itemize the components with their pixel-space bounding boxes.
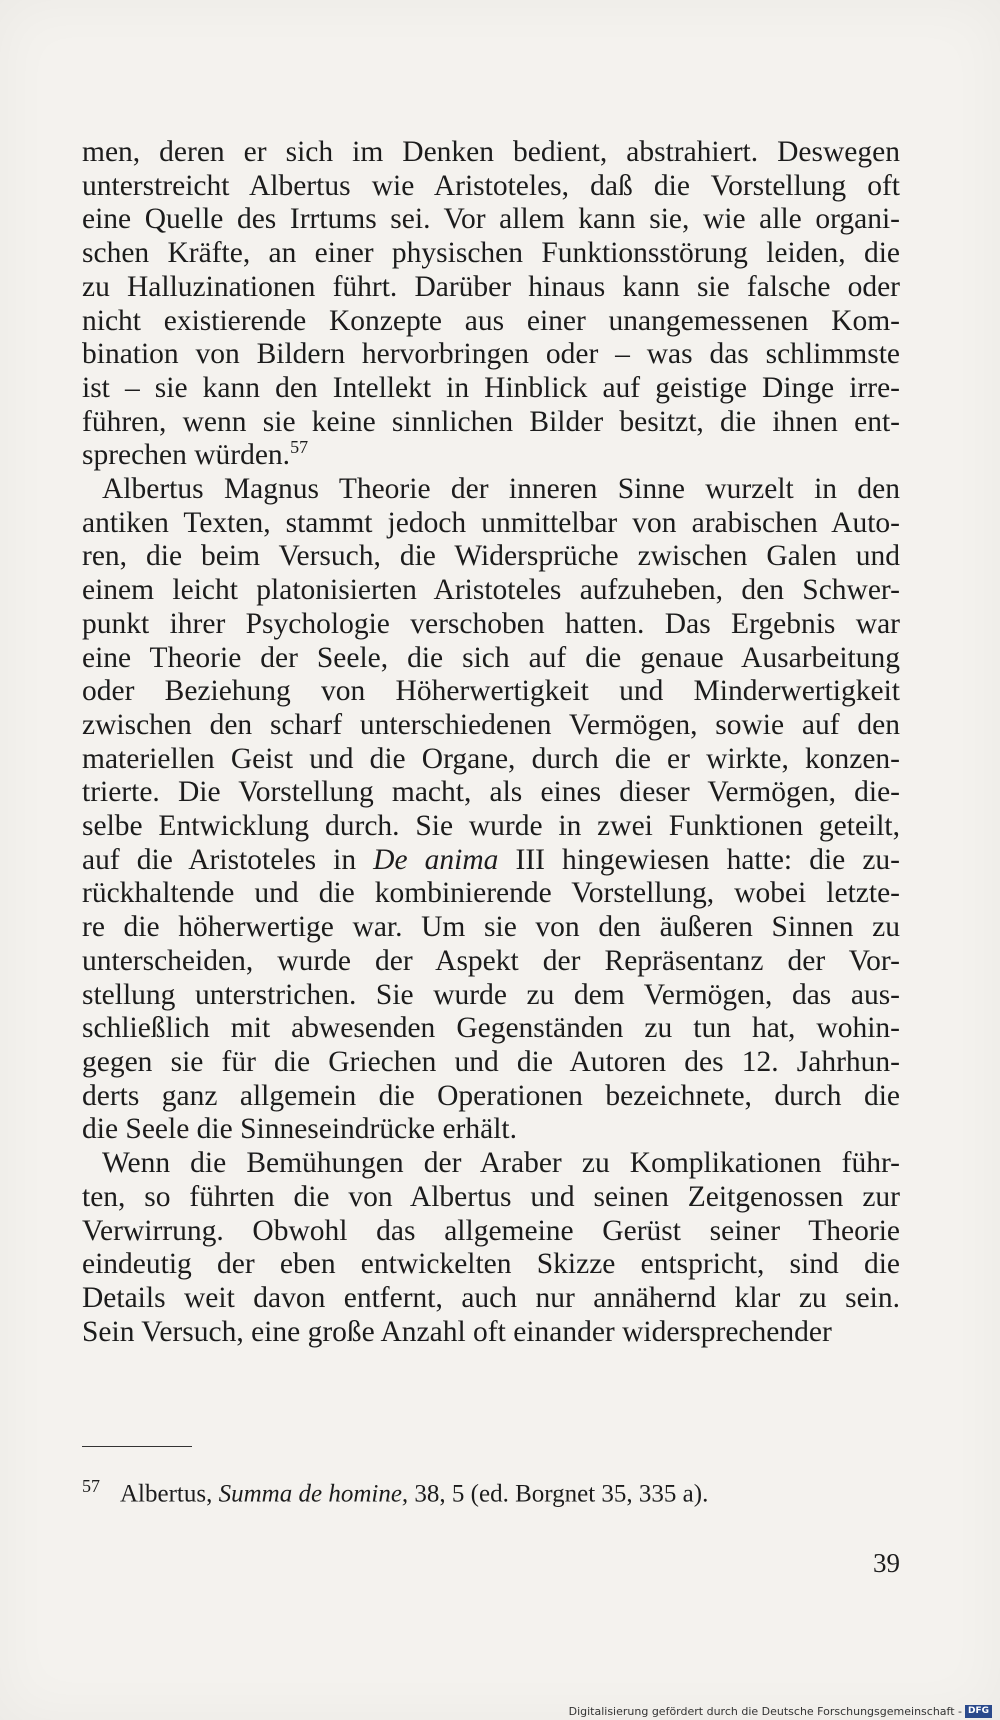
text-line: derts ganz allgemein die Operationen bezeichnete, durch die <box>82 1079 900 1112</box>
text-line: bination von Bildern hervorbringen oder – was das schlimmste <box>82 338 900 371</box>
text-line: unterscheiden, wurde der Aspekt der Repräsentanz der Vor- <box>82 944 900 977</box>
text-line: antiken Texten, stammt jedoch unmittelbar von arabischen Auto- <box>82 506 900 539</box>
text-line: Sein Versuch, eine große Anzahl oft einander widersprechender <box>82 1315 832 1348</box>
text-line: men, deren er sich im Denken bedient, abstrahiert. Deswegen <box>82 136 900 168</box>
text-line: die Seele die Sinneseindrücke erhält. <box>82 1113 517 1146</box>
text-line: auf die Aristoteles in De anima III hingewiesen hatte: die zu- <box>82 843 900 876</box>
paragraph <box>82 136 900 473</box>
footnote-number: 57 <box>82 1476 100 1496</box>
text-line: nicht existierende Konzepte aus einer unangemessenen Kom- <box>82 304 900 337</box>
text-line: punkt ihrer Psychologie verschoben hatten. Das Ergebnis war <box>82 607 900 640</box>
paragraph <box>82 473 900 1147</box>
footnote-author: Albertus, <box>120 1480 219 1508</box>
text-line: schließlich mit abwesenden Gegenständen zu tun hat, wohin- <box>82 1012 900 1045</box>
text-line: Verwirrung. Obwohl das allgemeine Gerüst seiner Theorie <box>82 1214 900 1247</box>
text-line: trierte. Die Vorstellung macht, als eines dieser Vermögen, die- <box>82 776 900 809</box>
dfg-logo: DFG <box>965 1705 992 1718</box>
text-line: materiellen Geist und die Organe, durch die er wirkte, konzen- <box>82 742 900 775</box>
text-line: Wenn die Bemühungen der Araber zu Komplikationen führ- <box>102 1147 900 1180</box>
text-line: Albertus Magnus Theorie der inneren Sinne wurzelt in den <box>102 473 900 506</box>
text-line: stellung unterstrichen. Sie wurde zu dem Vermögen, das aus- <box>82 978 900 1011</box>
text-line: zu Halluzinationen führt. Darüber hinaus kann sie falsche oder <box>82 270 900 303</box>
footnote-57 <box>82 1470 900 1510</box>
text-line: re die höherwertige war. Um sie von den äußeren Sinnen zu <box>82 911 900 944</box>
text-line: einem leicht platonisierten Aristoteles aufzuheben, den Schwer- <box>82 574 900 607</box>
footnote-divider <box>82 1446 192 1447</box>
italic-title: De anima <box>373 843 499 876</box>
body-text <box>82 136 900 1349</box>
text-line: schen Kräfte, an einer physischen Funktionsstörung leiden, die <box>82 237 900 270</box>
page-number: 39 <box>873 1548 900 1578</box>
text-line: eindeutig der eben entwickelten Skizze entspricht, sind die <box>82 1248 900 1281</box>
text-line: eine Theorie der Seele, die sich auf die genaue Ausarbeitung <box>82 641 900 674</box>
text-line: zwischen den scharf unterschiedenen Vermögen, sowie auf den <box>82 708 900 741</box>
text-line: Details weit davon entfernt, auch nur annähernd klar zu sein. <box>82 1281 900 1314</box>
text-line: sprechen würden.$^{57}$ <box>82 437 309 472</box>
text-line: ren, die beim Versuch, die Widersprüche zwischen Galen und <box>82 540 900 573</box>
text-line: ten, so führten die von Albertus und seinen Zeitgenossen zur <box>82 1180 900 1213</box>
text-line: rückhaltende und die kombinierende Vorstellung, wobei letzte- <box>82 877 900 910</box>
text-line: führen, wenn sie keine sinnlichen Bilder besitzt, die ihnen ent- <box>82 405 900 438</box>
text-line: unterstreicht Albertus wie Aristoteles, daß die Vorstellung oft <box>82 169 900 202</box>
footnote-citation: 38, 5 (ed. Borgnet 35, 335 a). <box>408 1480 709 1508</box>
paragraph <box>82 1147 900 1349</box>
text-line: gegen sie für die Griechen und die Autoren des 12. Jahrhun- <box>82 1045 900 1078</box>
footnote-reference[interactable]: 57 <box>290 437 309 458</box>
text-line: oder Beziehung von Höherwertigkeit und Minderwertigkeit <box>82 675 900 708</box>
text-line: eine Quelle des Irrtums sei. Vor allem kann sie, wie alle organi- <box>82 203 900 236</box>
text-line: selbe Entwicklung durch. Sie wurde in zwei Funktionen geteilt, <box>82 810 900 843</box>
footnote-title: Summa de homine, <box>218 1480 409 1508</box>
credit-text: Digitalisierung gefördert durch die Deutsche Forschungsgemeinschaft - <box>568 1705 962 1718</box>
text-line: ist – sie kann den Intellekt in Hinblick auf geistige Dinge irre- <box>82 371 900 404</box>
digitization-credit <box>569 1705 992 1718</box>
